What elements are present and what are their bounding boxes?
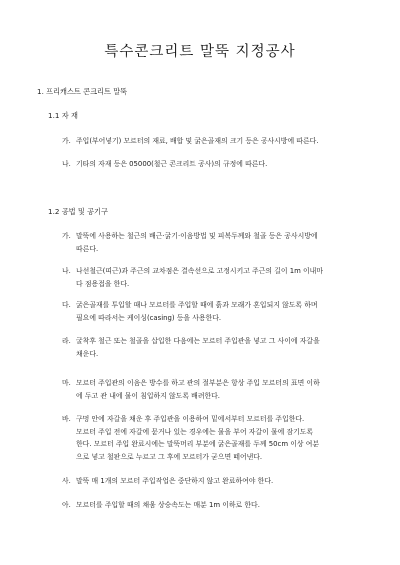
list-text: 모르터를 주입할 때의 채움 상승속도는 매분 1m 이하로 한다. [76,501,260,509]
list-text: 모르터 주입관의 이음은 방수를 하고 관의 절부분은 항상 주입 모르터의 표면 이하 에 두고 관 내에 물이 침입하지 않도록 배려한다. [76,379,320,400]
subsection-heading-1-2: 1.2 공법 및 공기구 [48,207,108,216]
list-item-1-2-a [62,230,362,255]
list-text: 기타의 자재 등은 05000(철근 콘크리트 공사)의 규정에 따른다. [76,160,268,168]
list-item-1-2-e [62,377,362,402]
document-title: 특수콘크리트 말뚝 지정공사 [104,44,296,60]
list-text: 주입(부어넣기) 모르터의 재료, 배합 및 굵은골재의 크기 등은 공사시방에 따른다. [76,137,319,145]
subsection-heading-1-1: 1.1 자 재 [48,111,78,120]
list-text: 나선철근(띠근)과 주근의 교차점은 결속선으로 고정시키고 주근의 길이 1m 이내마 다 점용접을 한다. [76,267,323,288]
list-marker: 나. [62,267,71,275]
list-marker: 가. [62,137,71,145]
list-item-1-1-a [62,135,362,148]
list-item-1-2-h [62,499,362,512]
list-text: 굵은골재를 투입할 때나 모르터를 주입할 때에 흙과 모래가 혼입되지 않도록 하며 필요에 따라서는 케이싱(casing) 등을 사용한다. [76,301,318,322]
list-text: 구멍 안에 자갈을 채운 후 주입관을 이용하여 밑에서부터 모르터를 주입한다. 모르터 주입 전에 자갈에 묻거나 있는 경우에는 물을 부어 자갈이 물에 잠기도록 한다. 모르터 주입 완료시에는 말뚝머리 부분에 굵은골재를 두께 50cm 이상 여분 으로 넣고 철판으로 누르고 그 후에 모르터가 굳으면 떼어낸다. [76,415,320,461]
list-item-1-2-f [62,413,362,463]
list-text: 굴착후 철근 또는 철골을 삽입한 다음에는 모르터 주입관을 넣고 그 사이에 자갈을 채운다. [76,337,320,358]
list-text: 말뚝 매 1개의 모르터 주입작업은 중단하지 않고 완료하여야 한다. [76,477,274,485]
list-item-1-2-c [62,299,362,324]
list-marker: 다. [62,301,71,309]
list-marker: 마. [62,379,71,387]
list-item-1-2-g [62,475,362,488]
list-item-1-2-d [62,335,362,360]
list-item-1-2-b [62,265,362,290]
list-marker: 아. [62,501,71,509]
list-text: 말뚝에 사용하는 철근의 배근·굵기·이음방법 및 피복두께와 철골 등은 공사시방에 따른다. [76,232,318,253]
list-marker: 나. [62,160,71,168]
list-item-1-1-b [62,158,362,171]
list-marker: 라. [62,337,71,345]
list-marker: 가. [62,232,71,240]
list-marker: 바. [62,415,71,423]
section-heading-1: 1. 프리캐스트 콘크리트 말뚝 [37,87,128,96]
list-marker: 사. [62,477,71,485]
